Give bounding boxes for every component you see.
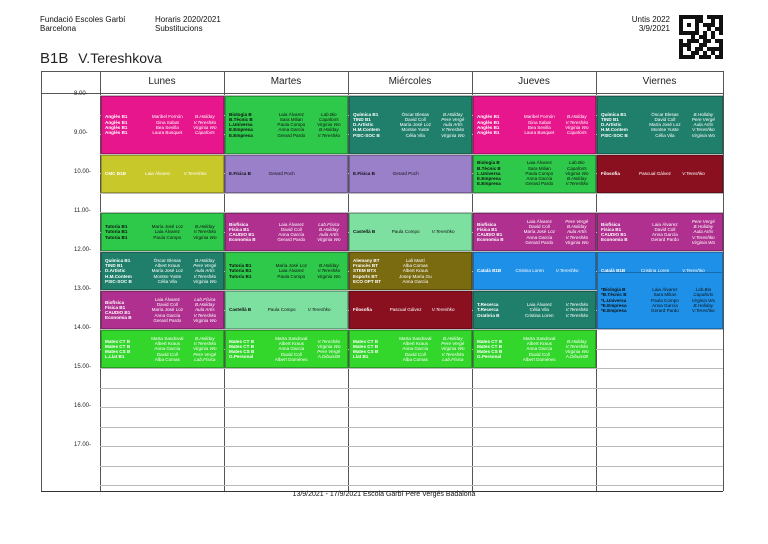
lesson-rooms: B.Holiday V.Tereshko Virginia Wo Pere Vergé Lab.Física bbox=[193, 335, 217, 362]
time-label: 11.00- bbox=[74, 208, 91, 214]
lesson-rooms: Lab.Física B.Holiday Aula Artís V.Tereshko Virginia Wo bbox=[193, 296, 217, 323]
lesson-rooms: V.Tereshko bbox=[431, 229, 455, 235]
lesson-subjects: Mates CT B Mates CT B Mates CS B Llat B1 bbox=[353, 338, 379, 360]
lesson-subjects: Química B1 TIND B1 D.Artístic H.M.Contem PSIC-SOC B bbox=[601, 111, 628, 138]
time-gridline bbox=[100, 485, 723, 486]
lesson-teachers: Cristina Loren bbox=[515, 268, 544, 274]
lesson-subjects: *Biologia B *B.Tècnic B *L.Universa *E.Empresa *E.Empresa bbox=[601, 287, 627, 314]
time-label: 10.00- bbox=[74, 169, 92, 175]
lesson-subjects: Biofísica Física B1 CAUDIO B1 Economia B bbox=[105, 299, 132, 321]
lesson-cell[interactable] bbox=[101, 291, 224, 329]
lesson-cell[interactable] bbox=[101, 96, 224, 154]
lesson-rooms: Lab.Bio Capaforts Virginia Wo B.Holiday V.Tereshko bbox=[317, 111, 341, 138]
lesson-teachers: Marta Sandoval Albert Kraus Anna García David Coll Albert Domènec bbox=[522, 335, 556, 362]
header-divider bbox=[41, 93, 723, 94]
lesson-cell[interactable] bbox=[473, 291, 596, 329]
lesson-teachers: Marta Sandoval Albert Kraus Anna García David Coll Albert Domènec bbox=[274, 335, 308, 362]
footer-text: 13/9/2021 - 17/9/2021 Escola Garbí Pere Vergés Badalona bbox=[292, 491, 476, 498]
school-name: Fundació Escoles Garbí bbox=[40, 15, 126, 24]
time-gridline bbox=[100, 388, 723, 389]
lesson-subjects: Biofísica Física B1 CAUDIO B1 Economia B bbox=[601, 221, 628, 243]
lesson-teachers: Marta Sandoval Albert Kraus Anna García David Coll Alba Comas bbox=[399, 335, 432, 362]
lesson-teachers: Laia Álvarez David Coll María José Loz Anna García Gerard Pardo bbox=[523, 218, 556, 245]
lesson-cell[interactable] bbox=[349, 330, 472, 368]
lesson-rooms: V.Tereshko bbox=[682, 170, 705, 176]
day-header: Miércoles bbox=[388, 76, 432, 87]
lesson-cell[interactable] bbox=[101, 330, 224, 368]
app-name: Untis 2022 bbox=[631, 15, 670, 24]
time-label: 8.00- bbox=[74, 91, 88, 97]
timetable-grid bbox=[41, 71, 723, 491]
qr-code-icon bbox=[679, 15, 723, 59]
lesson-cell[interactable] bbox=[349, 96, 472, 154]
lesson-subjects: Tutoria B1 Tutoria B1 Tutoria B1 bbox=[229, 263, 252, 279]
lesson-rooms: V.Tereshko bbox=[183, 170, 207, 176]
lesson-rooms: V.Tereshko bbox=[431, 307, 455, 313]
time-gridline bbox=[100, 446, 723, 447]
time-label: 16.00- bbox=[74, 403, 92, 409]
header-right bbox=[612, 15, 670, 33]
lesson-rooms: B.Holiday Pere Vergé Aula Artís V.Tereshko Virginia Wo bbox=[691, 111, 716, 138]
lesson-subjects: Castellà B bbox=[229, 307, 252, 313]
lesson-teachers: Laia Álvarez Sara Milian Paula Compo Anna García Gerard Pardo bbox=[277, 111, 306, 138]
lesson-teachers: Laia Álvarez Sara Milian Paula Compo Anna García Gerard Pardo bbox=[525, 160, 554, 187]
lesson-cell[interactable] bbox=[349, 291, 472, 329]
lesson-rooms: Lab.Bio Capaforts Virginia Wo B.Holiday V.Tereshko bbox=[565, 160, 589, 187]
lesson-cell[interactable] bbox=[101, 155, 224, 193]
lesson-teachers: Laia Álvarez Sara Milian Paula Compo Anna García Gerard Pardo bbox=[651, 287, 679, 314]
lesson-rooms: V.Tereshko Virginia Wo Pere Vergé A.Dibuix08 bbox=[317, 338, 341, 360]
lesson-cell[interactable] bbox=[473, 330, 596, 368]
lesson-subjects: Anglès B1 Anglès B1 Anglès B1 Anglès B1 bbox=[477, 114, 500, 135]
lesson-teachers: Pascual Gálvez bbox=[639, 170, 671, 176]
lesson-subjects: Mates CT B Mates CT B Mates CS B L.Llat B1 bbox=[105, 338, 131, 360]
lesson-subjects: Mates CT B Mates CT B Mates CS B G.Personal bbox=[477, 338, 503, 360]
lesson-cell[interactable] bbox=[349, 252, 472, 290]
lesson-cell[interactable] bbox=[225, 155, 348, 193]
grid-vertical-line bbox=[723, 71, 724, 491]
lesson-teachers: Laia Álvarez David Coll Anna García Gerard Pardo bbox=[651, 221, 679, 243]
time-label: 15.00- bbox=[74, 364, 92, 370]
lesson-subjects: Castellà B bbox=[353, 229, 376, 235]
lesson-rooms: B.Holiday V.Tereshko Virginia Wo bbox=[193, 224, 217, 240]
lesson-teachers: Laia Álvarez bbox=[145, 170, 171, 176]
lesson-subjects: Filosofia bbox=[353, 307, 372, 313]
time-label: 12.00- bbox=[74, 247, 92, 253]
lesson-subjects: Filosofia bbox=[601, 170, 620, 176]
school-city: Barcelona bbox=[40, 24, 77, 33]
lesson-subjects: E.Física B bbox=[229, 170, 251, 176]
lesson-subjects: Català B1B bbox=[477, 268, 502, 274]
lesson-teachers: Maribel Fornón Gina Sabat Bea Sevilla Laura Busquet bbox=[151, 114, 183, 135]
lesson-cell[interactable] bbox=[473, 252, 596, 290]
print-date: 3/9/2021 bbox=[638, 24, 670, 33]
lesson-subjects: Biologia B B.Tècnic B L.Universa E.Empresa E.Empresa bbox=[477, 160, 501, 187]
day-header: Viernes bbox=[642, 76, 677, 87]
time-gridline bbox=[100, 407, 723, 408]
lesson-cell[interactable] bbox=[349, 213, 472, 251]
lesson-rooms: Lab.Física B.Holiday Aula Artís Virginia Wo bbox=[317, 221, 341, 243]
day-header: Lunes bbox=[148, 76, 176, 87]
lesson-teachers: Marta Sandoval Albert Kraus Anna García David Coll Alba Comas bbox=[151, 335, 184, 362]
lesson-cell[interactable] bbox=[101, 213, 224, 251]
time-gridline bbox=[100, 466, 723, 467]
lesson-cell[interactable] bbox=[225, 330, 348, 368]
lesson-teachers: Òscar Blesas Albert Kraus María José Loz Montse Yuste Célia Vila bbox=[151, 257, 184, 284]
doc-subtitle: Substitucions bbox=[155, 24, 203, 33]
lesson-rooms: Pere Vergé B.Holiday Aula Artís V.Tereshko Virginia Wo bbox=[565, 218, 589, 245]
grid-vertical-line bbox=[41, 71, 42, 491]
lesson-rooms: B.Holiday Pere Vergé Aula Artís V.Tereshko Virginia Wo bbox=[441, 111, 465, 138]
lesson-teachers: Gerard Poch bbox=[392, 170, 419, 176]
lesson-cell[interactable] bbox=[225, 96, 348, 154]
lesson-cell[interactable] bbox=[597, 272, 723, 330]
lesson-subjects: E.Física B bbox=[353, 170, 375, 176]
lesson-teachers: Lali Martí Alba Comas Albert Kraus Josep María Gu Anna García bbox=[398, 257, 432, 284]
lesson-teachers: Paula Compo bbox=[391, 229, 420, 235]
day-header: Martes bbox=[270, 76, 302, 87]
time-label: 14.00- bbox=[74, 325, 92, 331]
header-mid bbox=[155, 15, 221, 33]
lesson-teachers: Òscar Blesas David Coll María José Loz Montse Yuste Célia Vila bbox=[649, 111, 681, 138]
lesson-rooms: V.Tereshko V.Tereshko V.Tereshko bbox=[565, 302, 589, 318]
lesson-rooms: B.Holiday Pere Vergé Aula Artís V.Tereshko Virginia Wo bbox=[193, 257, 217, 284]
lesson-rooms: V.Tereshko bbox=[555, 268, 579, 274]
lesson-rooms: B.Holiday Pere Vergé Virginia Wo V.Tereshko Lab.Física bbox=[441, 335, 465, 362]
header-left bbox=[40, 15, 125, 33]
lesson-cell[interactable] bbox=[473, 155, 596, 193]
lesson-cell[interactable] bbox=[597, 96, 723, 154]
lesson-rooms: B.Holiday V.Tereshko Virginia Wo bbox=[317, 263, 341, 279]
lesson-subjects: Mates CT B Mates CT B Mates CS B G.Personal bbox=[229, 338, 255, 360]
lesson-cell[interactable] bbox=[225, 252, 348, 290]
lesson-teachers: Pascual Gálvez bbox=[389, 307, 422, 313]
time-gridline bbox=[100, 368, 723, 369]
lesson-subjects: T.Recerca T.Recerca Oratòria B bbox=[477, 302, 500, 318]
lesson-teachers: Maribel Fornón Gina Sabat Bea Sevilla Laura Busquet bbox=[523, 114, 555, 135]
lesson-subjects: Biofísica Física B1 CAUDIO B1 Economia B bbox=[229, 221, 256, 243]
lesson-cell[interactable] bbox=[349, 155, 472, 193]
lesson-cell[interactable] bbox=[225, 291, 348, 329]
lesson-teachers: Laia Álvarez David Coll María José Loz Anna García Gerard Pardo bbox=[151, 296, 184, 323]
lesson-rooms: B.Holiday V.Tereshko Virginia Wo Capaforts bbox=[193, 114, 217, 135]
lesson-subjects: Anglès B1 Anglès B1 Anglès B1 Anglès B1 bbox=[105, 114, 128, 135]
lesson-subjects: Alemany BT Francès BT STEM BTX Esports BT ECO OPT BT bbox=[353, 257, 382, 284]
lesson-teachers: María José Loz Laia Álvarez Paula Compo bbox=[275, 263, 308, 279]
time-label: 13.00- bbox=[74, 286, 92, 292]
lesson-cell[interactable] bbox=[473, 96, 596, 154]
time-gridline bbox=[100, 193, 723, 194]
lesson-rooms: Pere Vergé B.Holiday Aula Artís V.Tereshko Virginia Wo bbox=[691, 218, 716, 245]
lesson-teachers: Paula Compo bbox=[267, 307, 296, 313]
page-title bbox=[40, 50, 162, 67]
lesson-teachers: María José Loz Laia Álvarez Paula Compo bbox=[151, 224, 184, 240]
time-gridline bbox=[100, 427, 723, 428]
lesson-subjects: Química B1 TIND B1 D.Artístic H.M.Contem PSIC-SOC B bbox=[353, 111, 380, 138]
lesson-rooms: B.Holiday V.Tereshko Virginia Wo A.Dibuix08 bbox=[565, 338, 589, 360]
lesson-teachers: Òscar Blesas David Coll María José Loz Montse Yuste Célia Vila bbox=[399, 111, 432, 138]
lesson-cell[interactable] bbox=[597, 213, 723, 251]
lesson-teachers: Laia Álvarez David Coll Anna García Gerard Pardo bbox=[277, 221, 306, 243]
teacher-name: V.Tereshkova bbox=[78, 50, 162, 66]
doc-title: Horaris 2020/2021 bbox=[155, 15, 221, 24]
lesson-teachers: Gerard Poch bbox=[268, 170, 295, 176]
lesson-subjects: Biofísica Física B1 CAUDIO B1 Economia B bbox=[477, 221, 504, 243]
lesson-subjects: Química B1 TIND B1 D.Artístic H.M.Contem PSIC-SOC B bbox=[105, 257, 132, 284]
lesson-cell[interactable] bbox=[473, 213, 596, 251]
lesson-subjects: Biologia B B.Tècnic B L.Universa E.Empresa E.Empresa bbox=[229, 111, 253, 138]
lesson-rooms: B.Holiday V.Tereshko Virginia Wo Capaforts bbox=[565, 114, 589, 135]
lesson-subjects: CMC B1B bbox=[105, 170, 126, 176]
day-header: Jueves bbox=[518, 76, 550, 87]
lesson-cell[interactable] bbox=[101, 252, 224, 290]
class-name: B1B bbox=[40, 50, 69, 67]
lesson-teachers: Laia Álvarez Célia Vila Cristina Loren bbox=[525, 302, 554, 318]
lesson-rooms: V.Tereshko bbox=[307, 307, 331, 313]
lesson-subjects: Tutoria B1 Tutoria B1 Tutoria B1 bbox=[105, 224, 128, 240]
time-label: 9.00- bbox=[74, 130, 88, 136]
lesson-rooms: Lab.Bio Capaforts Virginia Wo B.Holiday V.Tereshko bbox=[691, 287, 716, 314]
lesson-cell[interactable] bbox=[225, 213, 348, 251]
time-label: 17.00- bbox=[74, 442, 92, 448]
lesson-cell[interactable] bbox=[597, 155, 723, 193]
